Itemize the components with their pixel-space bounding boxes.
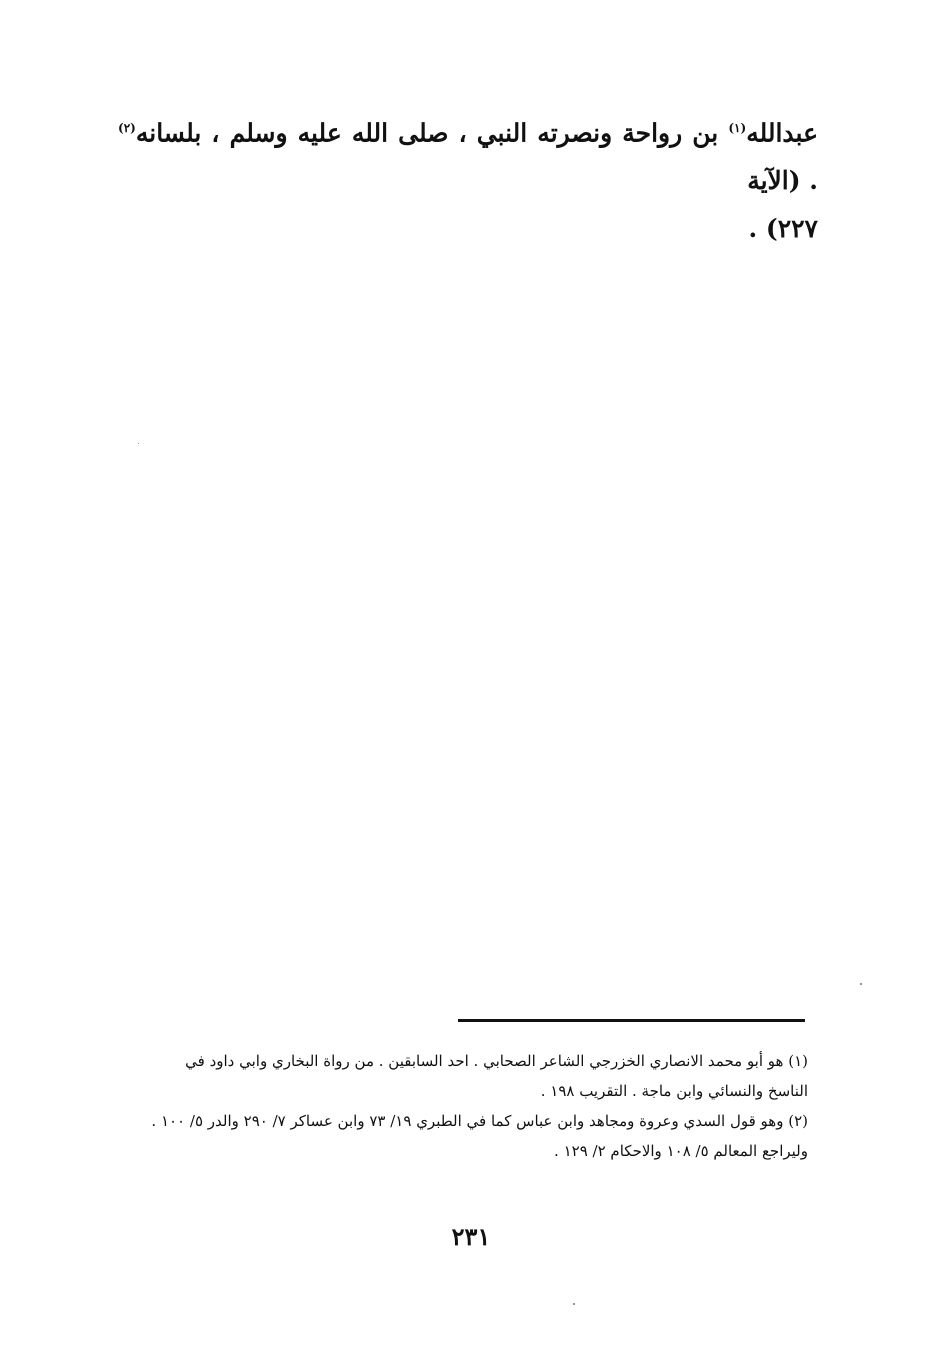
main-text-line-1 — [118, 104, 818, 205]
main-text-line-2: ٢٢٧) . — [748, 214, 818, 244]
footnote-2-line-1: (٢) وهو قول السدي وعروة ومجاهد وابن عباس كما في الطبري ١٩/ ٧٣ وابن عساكر ٧/ ٢٩٠ والدر ٥/ ١٠٠ . — [151, 1112, 808, 1130]
footnote-1-line-2: الناسخ والنسائي وابن ماجة . التقريب ١٩٨ . — [540, 1082, 808, 1100]
footnote-2-line-2: وليراجع المعالم ٥/ ١٠٨ والاحكام ٢/ ١٢٩ . — [554, 1142, 808, 1160]
scan-speck — [573, 1303, 575, 1305]
text-abdullah: عبدالله — [746, 118, 819, 148]
footnotes — [118, 1046, 808, 1166]
footnote-ref-1: (١) — [728, 121, 747, 135]
footnote-ref-2: (٢) — [118, 121, 136, 135]
main-text — [118, 104, 818, 253]
footnote-separator — [458, 1019, 805, 1022]
text-segment: بن رواحة ونصرته النبي ، صلى الله عليه وسلم ، بلسانه — [135, 118, 729, 148]
scan-speck — [138, 443, 139, 444]
page-number: ٢٣١ — [451, 1222, 491, 1251]
footnote-1-line-1: (١) هو أبو محمد الانصاري الخزرجي الشاعر الصحابي . احد السابقين . من رواة البخاري وابي داود في — [185, 1052, 808, 1070]
scan-speck — [860, 983, 862, 985]
text-verse-ref: . (الآية — [747, 166, 818, 196]
